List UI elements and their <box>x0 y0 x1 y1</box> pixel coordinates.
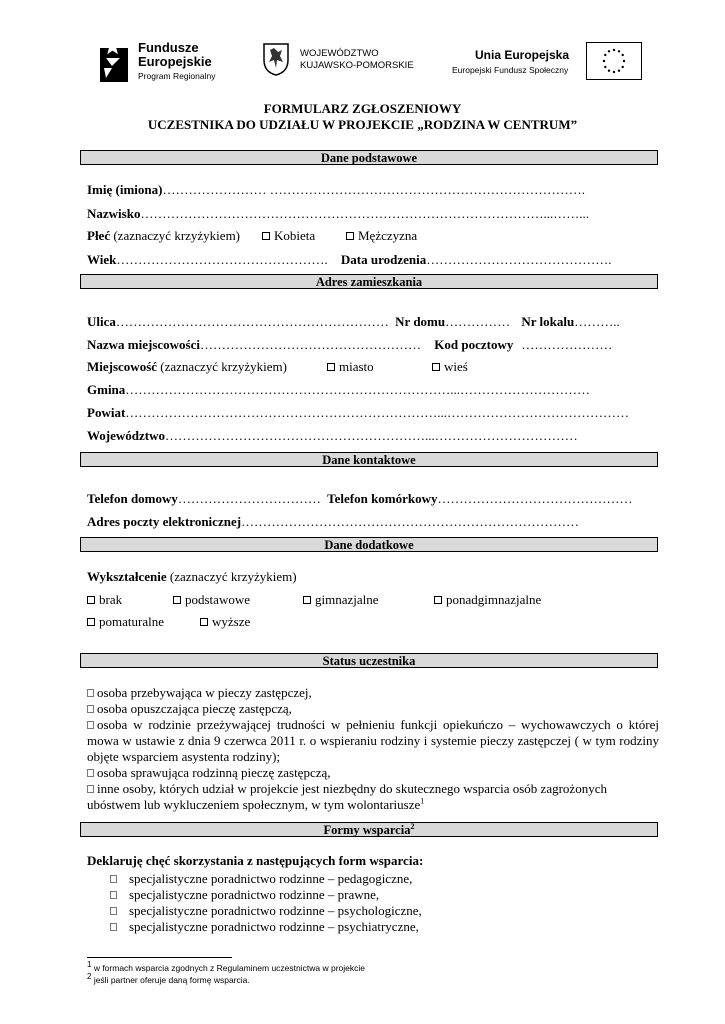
section-dane-podstawowe: Dane podstawowe <box>80 150 658 165</box>
nazwisko-field[interactable]: …………………………………………………………………………………...……... <box>140 206 589 221</box>
nr-lokalu-label: Nr lokalu <box>521 314 575 329</box>
telefon-komorkowy-field[interactable]: ……………………………………… <box>437 491 633 506</box>
footnote-1-text: w formach wsparcia zgodnych z Regulaminem uczestnictwa w projekcie <box>91 963 365 973</box>
wiek-field[interactable]: …………………………………………. <box>116 252 328 267</box>
mezczyzna-option[interactable] <box>346 228 417 244</box>
miejscowosc-label: Miejscowość <box>87 359 158 374</box>
fe-line1: Fundusze <box>138 40 199 55</box>
ponadgimnazjalne-checkbox[interactable] <box>434 596 442 604</box>
telefon-domowy-field[interactable]: …………………………… <box>177 491 321 506</box>
nr-lokalu-field[interactable]: ……….. <box>574 314 620 329</box>
podstawowe-label: podstawowe <box>185 592 250 607</box>
imie-field[interactable]: …………………… ………………………………………………………………. <box>162 182 585 197</box>
footnote-2-num: 2 <box>87 972 92 982</box>
logo-fundusze-europejskie <box>98 36 238 86</box>
wojewodztwo-field[interactable]: ……………………………………………………...…………………………… <box>165 428 578 443</box>
powiat-field[interactable]: ………………………………………………………………...…………………………………… <box>125 405 630 420</box>
imie-row <box>87 182 585 198</box>
section-adres-zamieszkania: Adres zamieszkania <box>80 274 658 289</box>
brak-label: brak <box>99 592 123 607</box>
kod-pocztowy-label: Kod pocztowy <box>434 337 514 352</box>
gmina-row <box>87 382 590 398</box>
status-item-text: osoba opuszczająca pieczę zastępczą, <box>97 701 292 716</box>
telefon-komorkowy-label: Telefon komórkowy <box>327 491 438 506</box>
section-status-uczestnika: Status uczestnika <box>80 653 658 668</box>
nazwisko-row <box>87 206 589 222</box>
wojewodztwo-label: Województwo <box>87 428 165 443</box>
footnote-2-text: jeśli partner oferuje daną formę wsparcia. <box>91 975 250 985</box>
forms-checkbox[interactable] <box>110 907 117 915</box>
ulica-field[interactable]: ……………………………………………………… <box>115 314 389 329</box>
ponadgimnazjalne-label: ponadgimnazjalne <box>446 592 542 607</box>
ulica-row <box>87 314 620 330</box>
fundusze-europejskie-icon <box>98 38 132 82</box>
ulica-label: Ulica <box>87 314 116 329</box>
brak-option[interactable] <box>87 592 122 608</box>
wyzsze-option[interactable] <box>200 614 250 630</box>
forms-checkbox[interactable] <box>110 875 117 883</box>
footnote-1 <box>87 960 365 973</box>
status-checkbox[interactable] <box>87 705 94 713</box>
footnote-2 <box>87 972 250 985</box>
status-item[interactable] <box>87 717 659 765</box>
status-checkbox[interactable] <box>87 785 94 793</box>
section-dane-kontaktowe: Dane kontaktowe <box>80 452 658 467</box>
wiek-row <box>87 252 612 268</box>
fe-line3: Program Regionalny <box>138 71 216 81</box>
form-title: FORMULARZ ZGŁOSZENIOWY <box>263 101 462 116</box>
forms-item[interactable] <box>110 903 422 919</box>
forms-checkbox[interactable] <box>110 891 117 899</box>
podstawowe-checkbox[interactable] <box>173 596 181 604</box>
pomaturalne-label: pomaturalne <box>99 614 164 629</box>
kobieta-checkbox[interactable] <box>262 232 270 240</box>
miasto-checkbox[interactable] <box>327 363 335 371</box>
gimnazjalne-checkbox[interactable] <box>303 596 311 604</box>
wyzsze-label: wyższe <box>212 614 251 629</box>
nazwa-miejscowosci-row <box>87 337 612 353</box>
logo-unia-europejska <box>450 42 650 82</box>
pomaturalne-checkbox[interactable] <box>87 618 95 626</box>
wyzsze-checkbox[interactable] <box>200 618 208 626</box>
imie-label: Imię (imiona) <box>87 182 163 197</box>
wies-label: wieś <box>444 359 468 374</box>
status-item-text: osoba w rodzinie przeżywającej trudności w pełnieniu funkcji opiekuńczo – wychowawczych o której mowa w ustawie z dnia 9 czerwca 2011 r. o wspieraniu rodziny i systemie pieczy zastępczej ( w tym rodziny objęte wsparciem asystenta rodziny); <box>87 717 659 764</box>
mezczyzna-label: Mężczyzna <box>358 228 418 243</box>
wojewodztwo-row <box>87 428 578 444</box>
telefon-domowy-label: Telefon domowy <box>87 491 178 506</box>
status-list <box>87 685 659 813</box>
ue-line1: Unia Europejska <box>475 48 570 62</box>
coat-of-arms-icon <box>262 42 290 76</box>
plec-hint: (zaznaczyć krzyżykiem) <box>110 228 241 243</box>
miasto-label: miasto <box>339 359 374 374</box>
status-item[interactable] <box>87 701 659 717</box>
forms-item[interactable] <box>110 871 412 887</box>
plec-row <box>87 228 418 244</box>
ue-line2: Europejski Fundusz Społeczny <box>452 65 569 75</box>
forms-item[interactable] <box>110 919 419 935</box>
footnote-ref-2: 2 <box>410 821 415 831</box>
nr-domu-label: Nr domu <box>395 314 446 329</box>
footnote-1-num: 1 <box>87 960 92 970</box>
kobieta-label: Kobieta <box>274 228 316 243</box>
telefon-row <box>87 491 633 507</box>
footnote-ref-1: 1 <box>420 796 425 806</box>
woj-line1: WOJEWÓDZTWO <box>300 48 379 59</box>
status-item-text: osoba sprawująca rodzinną pieczę zastępczą, <box>97 765 331 780</box>
wyksztalcenie-label: Wykształcenie <box>87 569 167 584</box>
forms-item-text: specjalistyczne poradnictwo rodzinne – psychologiczne, <box>129 903 422 918</box>
forms-item-text: specjalistyczne poradnictwo rodzinne – prawne, <box>129 887 380 902</box>
pomaturalne-option[interactable] <box>87 614 164 630</box>
nazwisko-label: Nazwisko <box>87 206 141 221</box>
kod-pocztowy-field[interactable]: ………………… <box>521 337 613 352</box>
email-field[interactable]: …………………………………………………………………… <box>241 514 580 529</box>
forms-item-text: specjalistyczne poradnictwo rodzinne – psychiatryczne, <box>129 919 419 934</box>
gimnazjalne-option[interactable] <box>303 592 379 608</box>
status-checkbox[interactable] <box>87 721 94 729</box>
nazwa-miejscowosci-label: Nazwa miejscowości <box>87 337 200 352</box>
formy-wsparcia-label: Formy wsparcia <box>323 823 411 837</box>
eu-flag-icon <box>586 42 642 80</box>
email-row <box>87 514 579 530</box>
woj-line2: KUJAWSKO-POMORSKIE <box>300 60 414 71</box>
status-checkbox[interactable] <box>87 769 94 777</box>
nr-domu-field[interactable]: …………… <box>445 314 511 329</box>
forms-item-text: specjalistyczne poradnictwo rodzinne – pedagogiczne, <box>129 871 413 886</box>
data-urodzenia-field[interactable]: ……………………………………. <box>426 252 612 267</box>
gmina-field[interactable]: …………………………………………………………………...………………………… <box>125 382 591 397</box>
wies-option[interactable] <box>432 359 468 375</box>
miasto-option[interactable] <box>327 359 374 375</box>
gimnazjalne-label: gimnazjalne <box>315 592 379 607</box>
mezczyzna-checkbox[interactable] <box>346 232 354 240</box>
forms-checkbox[interactable] <box>110 923 117 931</box>
section-formy-wsparcia <box>80 822 658 837</box>
status-item[interactable] <box>87 765 659 781</box>
wyksztalcenie-hint: (zaznaczyć krzyżykiem) <box>166 569 297 584</box>
wyksztalcenie-row <box>87 569 297 585</box>
status-item[interactable] <box>87 685 659 701</box>
fe-line2: Europejskie <box>138 54 212 69</box>
powiat-label: Powiat <box>87 405 126 420</box>
brak-checkbox[interactable] <box>87 596 95 604</box>
section-dane-dodatkowe: Dane dodatkowe <box>80 537 658 552</box>
footnote-divider <box>87 957 232 958</box>
form-subtitle: UCZESTNIKA DO UDZIAŁU W PROJEKCIE „RODZINA W CENTRUM” <box>147 117 578 132</box>
ponadgimnazjalne-option[interactable] <box>434 592 541 608</box>
miejscowosc-hint: (zaznaczyć krzyżykiem) <box>157 359 287 374</box>
kobieta-option[interactable] <box>262 228 315 244</box>
data-urodzenia-label: Data urodzenia <box>340 252 427 267</box>
logo-wojewodztwo <box>262 42 422 78</box>
email-label: Adres poczty elektronicznej <box>87 514 242 529</box>
wies-checkbox[interactable] <box>432 363 440 371</box>
forms-item[interactable] <box>110 887 379 903</box>
forms-intro: Deklaruję chęć skorzystania z następujących form wsparcia: <box>87 853 424 868</box>
plec-label: Płeć <box>87 228 111 243</box>
status-item[interactable] <box>87 781 659 813</box>
status-checkbox[interactable] <box>87 689 94 697</box>
podstawowe-option[interactable] <box>173 592 250 608</box>
miejscowosc-row <box>87 359 468 375</box>
status-item-text: inne osoby, których udział w projekcie jest niezbędny do skutecznego wsparcia osób zagrożonych ubóstwem lub wykluczeniem społecznym, w tym wolontariusze <box>87 781 607 812</box>
wiek-label: Wiek <box>87 252 117 267</box>
gmina-label: Gmina <box>87 382 126 397</box>
status-item-text: osoba przebywająca w pieczy zastępczej, <box>97 685 312 700</box>
nazwa-miejscowosci-field[interactable]: …………………………………………… <box>200 337 421 352</box>
powiat-row <box>87 405 629 421</box>
